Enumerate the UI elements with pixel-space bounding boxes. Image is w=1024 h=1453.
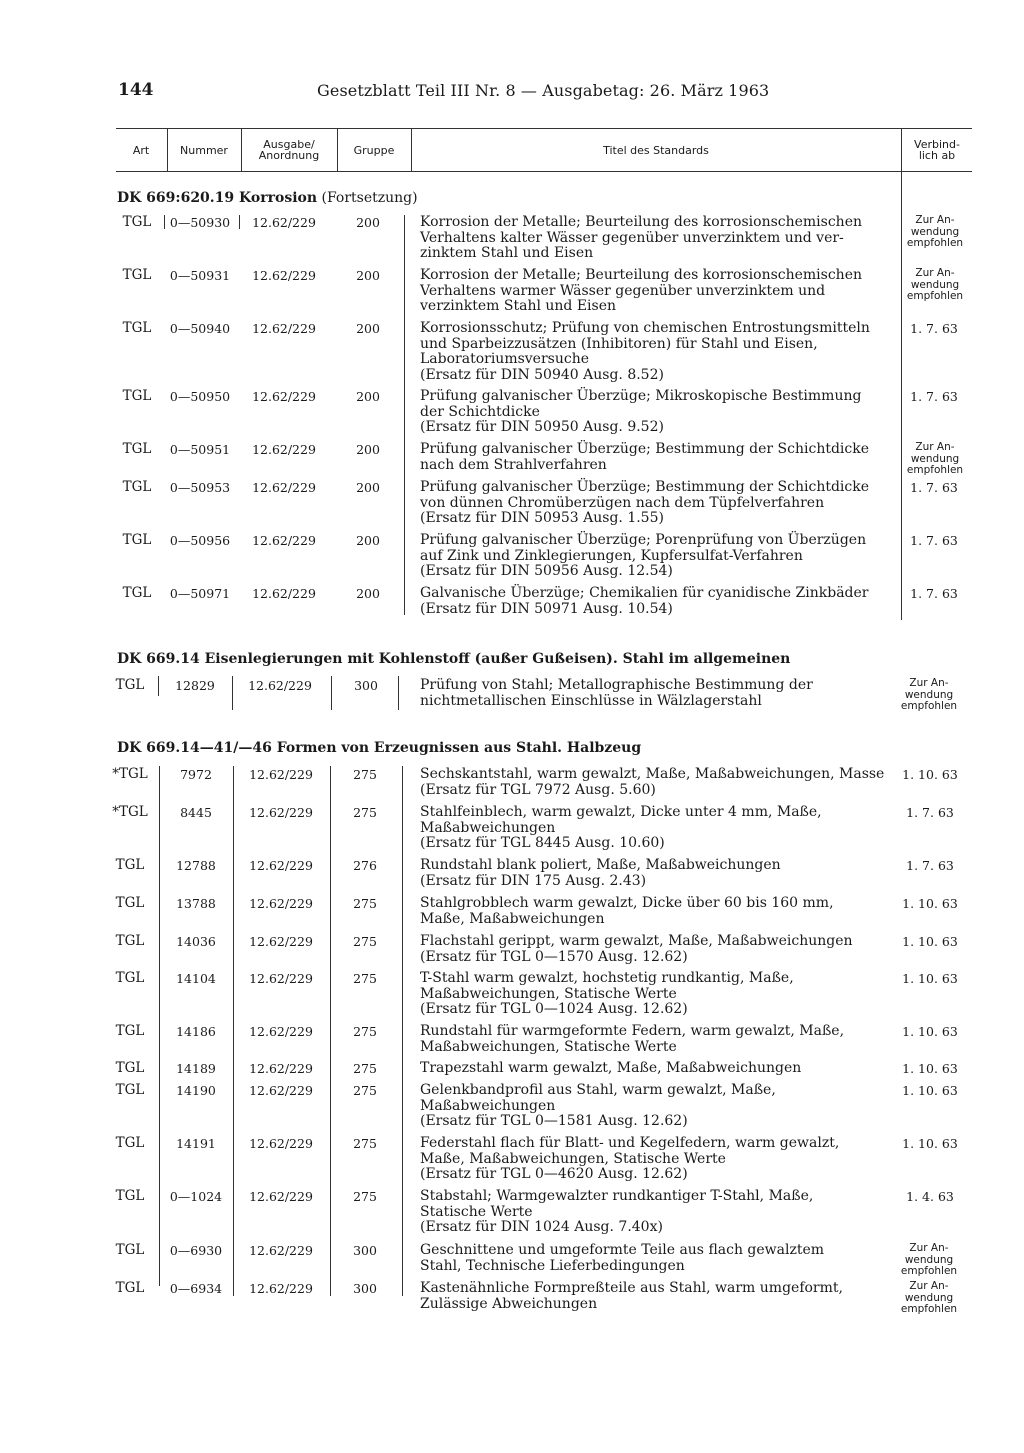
page-header (112, 80, 812, 106)
cell-titel: Trapezstahl warm gewalzt, Maße, Maßabweichungen (420, 1060, 802, 1076)
cell-nummer: 14191 (176, 1136, 216, 1151)
cell-verbindlich: 1. 7. 63 (910, 480, 958, 495)
section-title-main: DK 669.14 Eisenlegierungen mit Kohlenstoff (außer Gußeisen). Stahl im allgemeinen (117, 651, 791, 667)
cell-titel: Korrosion der Metalle; Beurteilung des korrosionschemischen Verhaltens warmer Wässer gegenüber unverzinktem und verzinktem Stahl und Eisen (420, 267, 863, 314)
table-row (0, 895, 1024, 927)
page-title: Gesetzblatt Teil III Nr. 8 — Ausgabetag: 26. März 1963 (317, 81, 770, 100)
cell-gruppe: 200 (356, 480, 380, 495)
cell-gruppe: 200 (356, 215, 380, 230)
cell-ausgabe: 12.62/229 (249, 1083, 313, 1098)
cell-titel: Stahlgrobblech warm gewalzt, Dicke über 60 bis 160 mm, Maße, Maßabweichungen (420, 895, 834, 927)
cell-nummer: 0—50971 (169, 586, 231, 601)
cell-titel: Geschnittene und umgeformte Teile aus flach gewalztem Stahl, Technische Lieferbedingungen (420, 1242, 825, 1274)
cell-gruppe: 200 (356, 389, 380, 404)
cell-gruppe: 275 (353, 934, 377, 949)
cell-nummer: 14189 (176, 1061, 216, 1076)
cell-ausgabe: 12.62/229 (252, 480, 316, 495)
cell-art: TGL (122, 214, 152, 230)
cell-art: TGL (115, 1060, 145, 1076)
cell-titel: Federstahl flach für Blatt- und Kegelfedern, warm gewalzt, Maße, Maßabweichungen, Statische Werte (Ersatz für TGL 0—4620 Ausg. 12.62) (420, 1135, 840, 1182)
cell-gruppe: 200 (356, 268, 380, 283)
cell-ausgabe: 12.62/229 (252, 442, 316, 457)
cell-ausgabe: 12.62/229 (249, 934, 313, 949)
cell-verbindlich: 1. 7. 63 (910, 389, 958, 404)
cell-verbindlich: 1. 7. 63 (910, 586, 958, 601)
cell-ausgabe: 12.62/229 (252, 533, 316, 548)
column-header-gruppe: Gruppe (353, 143, 395, 157)
cell-gruppe: 275 (353, 1189, 377, 1204)
cell-verbindlich: 1. 10. 63 (902, 1136, 958, 1151)
cell-titel: Flachstahl gerippt, warm gewalzt, Maße, Maßabweichungen (Ersatz für TGL 0—1570 Ausg. 12.62) (420, 933, 853, 965)
section-title (117, 190, 418, 206)
cell-verbindlich: 1. 7. 63 (910, 533, 958, 548)
cell-titel: Gelenkbandprofil aus Stahl, warm gewalzt, Maße, Maßabweichungen (Ersatz für TGL 0—1581 Ausg. 12.62) (420, 1082, 776, 1129)
cell-verbindlich: 1. 10. 63 (902, 1083, 958, 1098)
table-row (0, 479, 1024, 526)
cell-art: TGL (122, 267, 152, 283)
cell-ausgabe: 12.62/229 (249, 858, 313, 873)
cell-nummer: 0—6934 (169, 1281, 223, 1296)
cell-art: TGL (115, 970, 145, 986)
table-row (0, 857, 1024, 889)
table-row (0, 1188, 1024, 1235)
cell-gruppe: 275 (353, 1024, 377, 1039)
column-header-verbindlich: Verbind- lich ab (914, 138, 960, 162)
cell-nummer: 0—50953 (169, 480, 231, 495)
table-row (0, 585, 1024, 617)
cell-art: *TGL (112, 804, 148, 820)
cell-ausgabe: 12.62/229 (252, 215, 316, 230)
cell-ausgabe: 12.62/229 (249, 971, 313, 986)
cell-ausgabe: 12.62/229 (252, 389, 316, 404)
cell-art: TGL (122, 585, 152, 601)
cell-gruppe: 276 (353, 858, 377, 873)
cell-gruppe: 275 (353, 1136, 377, 1151)
cell-gruppe: 275 (353, 896, 377, 911)
cell-verbindlich: 1. 7. 63 (906, 858, 954, 873)
cell-art: TGL (115, 857, 145, 873)
cell-art: TGL (122, 441, 152, 457)
cell-verbindlich: Zur An- wendung empfohlen (900, 1280, 958, 1315)
cell-titel: Rundstahl für warmgeformte Federn, warm gewalzt, Maße, Maßabweichungen, Statische Werte (420, 1023, 845, 1055)
table-row (0, 1082, 1024, 1129)
cell-nummer: 12829 (175, 678, 215, 693)
cell-verbindlich: 1. 7. 63 (906, 805, 954, 820)
table-row (0, 1023, 1024, 1055)
section-title (117, 651, 790, 667)
cell-verbindlich: 1. 10. 63 (902, 896, 958, 911)
cell-art: TGL (115, 1188, 145, 1204)
table-row (0, 804, 1024, 851)
column-header-art: Art (132, 143, 150, 157)
cell-titel: Rundstahl blank poliert, Maße, Maßabweichungen (Ersatz für DIN 175 Ausg. 2.43) (420, 857, 781, 889)
cell-gruppe: 300 (354, 678, 378, 693)
column-header-nummer: Nummer (180, 143, 228, 157)
cell-verbindlich: Zur An- wendung empfohlen (906, 267, 964, 302)
section-title-suffix: (Fortsetzung) (317, 190, 418, 206)
table-row (0, 1135, 1024, 1182)
section-title-main: DK 669.14—41/—46 Formen von Erzeugnissen aus Stahl. Halbzeug (117, 740, 642, 756)
cell-art: TGL (115, 1023, 145, 1039)
table-row (0, 766, 1024, 798)
cell-ausgabe: 12.62/229 (249, 1061, 313, 1076)
cell-titel: Stabstahl; Warmgewalzter rundkantiger T-Stahl, Maße, Statische Werte (Ersatz für DIN 1024 Ausg. 7.40x) (420, 1188, 814, 1235)
cell-art: TGL (115, 1242, 145, 1258)
table-row (0, 532, 1024, 579)
cell-ausgabe: 12.62/229 (249, 1281, 313, 1296)
cell-nummer: 0—50951 (169, 442, 231, 457)
cell-nummer: 0—6930 (169, 1243, 223, 1258)
cell-nummer: 12788 (176, 858, 216, 873)
cell-verbindlich: Zur An- wendung empfohlen (906, 214, 964, 249)
table-row (0, 388, 1024, 435)
column-header-ausgabe: Ausgabe/ Anordnung (258, 138, 320, 162)
cell-titel: Prüfung galvanischer Überzüge; Bestimmung der Schichtdicke von dünnen Chromüberzügen nach dem Tüpfelverfahren (Ersatz für DIN 50953 Ausg. 1.55) (420, 479, 870, 526)
cell-art: TGL (122, 479, 152, 495)
cell-art: TGL (115, 895, 145, 911)
table-row (0, 933, 1024, 965)
cell-art: TGL (122, 388, 152, 404)
cell-ausgabe: 12.62/229 (249, 1024, 313, 1039)
cell-art: TGL (122, 320, 152, 336)
cell-titel: Prüfung galvanischer Überzüge; Porenprüfung von Überzügen auf Zink und Zinklegierungen, Kupfersulfat-Verfahren (Ersatz für DIN 50956 Ausg. 12.54) (420, 532, 867, 579)
cell-ausgabe: 12.62/229 (249, 1189, 313, 1204)
cell-ausgabe: 12.62/229 (249, 805, 313, 820)
cell-art: TGL (115, 933, 145, 949)
cell-nummer: 14036 (176, 934, 216, 949)
cell-nummer: 14104 (176, 971, 216, 986)
section-title (117, 740, 641, 756)
cell-verbindlich: Zur An- wendung empfohlen (900, 677, 958, 712)
cell-verbindlich: 1. 10. 63 (902, 767, 958, 782)
cell-verbindlich: Zur An- wendung empfohlen (900, 1242, 958, 1277)
cell-ausgabe: 12.62/229 (248, 678, 312, 693)
cell-ausgabe: 12.62/229 (252, 586, 316, 601)
cell-nummer: 13788 (176, 896, 216, 911)
cell-gruppe: 275 (353, 971, 377, 986)
table-row (0, 267, 1024, 314)
cell-nummer: 8445 (180, 805, 212, 820)
cell-verbindlich: 1. 10. 63 (902, 1024, 958, 1039)
table-column-header (116, 128, 972, 172)
cell-gruppe: 300 (353, 1281, 377, 1296)
cell-nummer: 0—50950 (169, 389, 231, 404)
cell-titel: Korrosionsschutz; Prüfung von chemischen Entrostungsmitteln und Sparbeizzusätzen (Inhibitoren) für Stahl und Eisen, Laboratoriumsversuche (Ersatz für DIN 50940 Ausg. 8.52) (420, 320, 870, 383)
cell-titel: Sechskantstahl, warm gewalzt, Maße, Maßabweichungen, Masse (Ersatz für TGL 7972 Ausg. 5.60) (420, 766, 885, 798)
cell-nummer: 7972 (180, 767, 212, 782)
cell-art: TGL (115, 1280, 145, 1296)
cell-nummer: 0—1024 (169, 1189, 223, 1204)
cell-art: TGL (115, 1135, 145, 1151)
cell-gruppe: 300 (353, 1243, 377, 1258)
cell-verbindlich: 1. 10. 63 (902, 971, 958, 986)
cell-verbindlich: 1. 7. 63 (910, 321, 958, 336)
table-row (0, 320, 1024, 383)
cell-gruppe: 275 (353, 1061, 377, 1076)
cell-verbindlich: 1. 4. 63 (906, 1189, 954, 1204)
cell-verbindlich: 1. 10. 63 (902, 934, 958, 949)
cell-titel: T-Stahl warm gewalzt, hochstetig rundkantig, Maße, Maßabweichungen, Statische Werte (Ersatz für TGL 0—1024 Ausg. 12.62) (420, 970, 794, 1017)
cell-art: TGL (115, 677, 145, 693)
cell-ausgabe: 12.62/229 (249, 1136, 313, 1151)
cell-titel: Prüfung galvanischer Überzüge; Mikroskopische Bestimmung der Schichtdicke (Ersatz für DIN 50950 Ausg. 9.52) (420, 388, 862, 435)
cell-nummer: 0—50930 (169, 215, 231, 230)
cell-verbindlich: 1. 10. 63 (902, 1061, 958, 1076)
cell-titel: Galvanische Überzüge; Chemikalien für cyanidische Zinkbäder (Ersatz für DIN 50971 Ausg. 10.54) (420, 585, 869, 617)
cell-art: TGL (115, 1082, 145, 1098)
section-title-main: DK 669:620.19 Korrosion (117, 190, 318, 206)
table-row (0, 1061, 1024, 1081)
cell-titel: Prüfung von Stahl; Metallographische Bestimmung der nichtmetallischen Einschlüsse in Wälzlagerstahl (420, 677, 813, 709)
cell-gruppe: 200 (356, 533, 380, 548)
cell-ausgabe: 12.62/229 (249, 896, 313, 911)
cell-ausgabe: 12.62/229 (252, 321, 316, 336)
cell-gruppe: 200 (356, 442, 380, 457)
cell-art: *TGL (112, 766, 148, 782)
column-header-titel: Titel des Standards (603, 143, 709, 157)
cell-ausgabe: 12.62/229 (249, 767, 313, 782)
cell-gruppe: 200 (356, 321, 380, 336)
cell-gruppe: 275 (353, 767, 377, 782)
table-row (0, 441, 1024, 476)
table-row (0, 970, 1024, 1017)
cell-titel: Prüfung galvanischer Überzüge; Bestimmung der Schichtdicke nach dem Strahlverfahren (420, 441, 870, 473)
cell-titel: Stahlfeinblech, warm gewalzt, Dicke unter 4 mm, Maße, Maßabweichungen (Ersatz für TGL 8445 Ausg. 10.60) (420, 804, 822, 851)
cell-gruppe: 275 (353, 1083, 377, 1098)
cell-ausgabe: 12.62/229 (252, 268, 316, 283)
cell-gruppe: 200 (356, 586, 380, 601)
cell-nummer: 0—50931 (169, 268, 231, 283)
cell-verbindlich: Zur An- wendung empfohlen (906, 441, 964, 476)
cell-nummer: 14190 (176, 1083, 216, 1098)
table-row (0, 1280, 1024, 1315)
cell-art: TGL (122, 532, 152, 548)
cell-titel: Kastenähnliche Formpreßteile aus Stahl, warm umgeformt, Zulässige Abweichungen (420, 1280, 843, 1312)
cell-ausgabe: 12.62/229 (249, 1243, 313, 1258)
table-row (0, 677, 1024, 712)
cell-nummer: 0—50940 (169, 321, 231, 336)
table-row (0, 1242, 1024, 1277)
cell-titel: Korrosion der Metalle; Beurteilung des korrosionschemischen Verhaltens kalter Wässer gegenüber unverzinktem und ver- zinktem Stahl und Eisen (420, 214, 863, 261)
page-number: 144 (118, 80, 154, 100)
cell-gruppe: 275 (353, 805, 377, 820)
table-row (0, 214, 1024, 261)
cell-nummer: 14186 (176, 1024, 216, 1039)
cell-nummer: 0—50956 (169, 533, 231, 548)
